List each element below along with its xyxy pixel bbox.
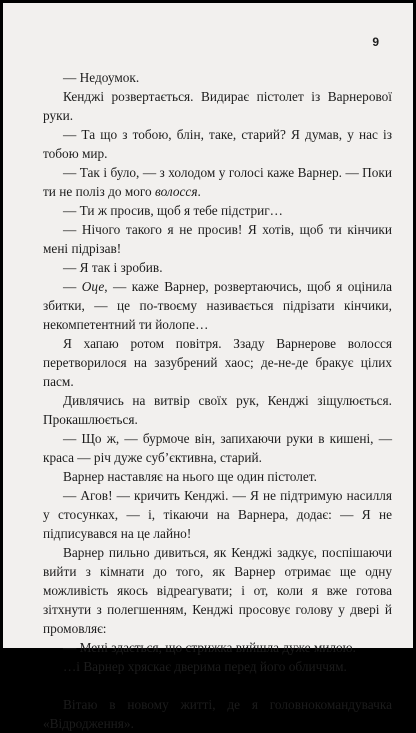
paragraph [43, 201, 392, 220]
text-run: — Так і було, — з холодом у голосі каже Варнер. — Поки ти не поліз до мого [43, 165, 392, 199]
page-number: 9 [372, 35, 379, 49]
body-text [43, 68, 392, 733]
text-run: Варнер наставляє на нього ще один пістолет. [63, 469, 317, 484]
text-run: . [197, 184, 201, 199]
paragraph [43, 638, 392, 657]
paragraph [43, 125, 392, 163]
text-run: Варнер пильно дивиться, як Кенджі задкує, поспішаючи вийти з кімнати до того, як Варнер отримає ще одну можливість якось відреагувати; і от, коли я вже готова зітхнути з полегшенням, Кенджі просовує голову у двері й промовляє: [43, 545, 392, 636]
text-run: Вітаю в новому житті, де я головнокомандувачка «Відродження». [43, 697, 392, 731]
text-run: — Я так і зробив. [63, 260, 163, 275]
paragraph [43, 429, 392, 467]
paragraph [43, 68, 392, 87]
text-run: — Ти ж просив, щоб я тебе підстриг… [63, 203, 283, 218]
book-page [3, 3, 413, 731]
paragraph [43, 657, 392, 676]
paragraph [43, 87, 392, 125]
paragraph [43, 695, 392, 733]
paragraph [43, 467, 392, 486]
text-run: — Агов! — кричить Кенджі. — Я не підтримую насилля у стосунках, — і, тікаючи на Варнера, додає: — Я не підписувався на це лайно! [43, 488, 392, 541]
text-run: — Мені здається, що стрижка вийшла дуже милою. [63, 640, 356, 655]
text-run: …і Варнер хряскає дверима перед його обличчям. [63, 659, 347, 674]
paragraph [43, 277, 392, 334]
paragraph [43, 391, 392, 429]
paragraph [43, 163, 392, 201]
text-run: — Та що з тобою, блін, таке, старий? Я думав, у нас із тобою мир. [43, 127, 392, 161]
emphasized-text: Оце [81, 279, 105, 294]
text-run: — Недоумок. [63, 70, 140, 85]
text-run: — [63, 279, 82, 294]
paragraph [43, 334, 392, 391]
text-run: Дивлячись на витвір своїх рук, Кенджі зіщулюється. Прокашлюється. [43, 393, 392, 427]
paragraph [43, 543, 392, 638]
text-run: — Що ж, — бурмоче він, запихаючи руки в кишені, — краса — річ дуже суб’єктивна, старий. [43, 431, 392, 465]
text-run: , — каже Варнер, розвертаючись, щоб я оцінила збитки, — це по-твоєму називається підрізати кінчики, некомпетентний ти йолопе… [43, 279, 392, 332]
text-run: Кенджі розвертається. Видирає пістолет із Варнерової руки. [43, 89, 392, 123]
paragraph [43, 486, 392, 543]
paragraph [43, 220, 392, 258]
paragraph [43, 258, 392, 277]
emphasized-text: волосся [155, 184, 198, 199]
text-run: — Нічого такого я не просив! Я хотів, щоб ти кінчики мені підрізав! [43, 222, 392, 256]
text-run: Я хапаю ротом повітря. Ззаду Варнерове волосся перетворилося на зазубрений хаос; де-не-де бракує цілих пасм. [43, 336, 392, 389]
